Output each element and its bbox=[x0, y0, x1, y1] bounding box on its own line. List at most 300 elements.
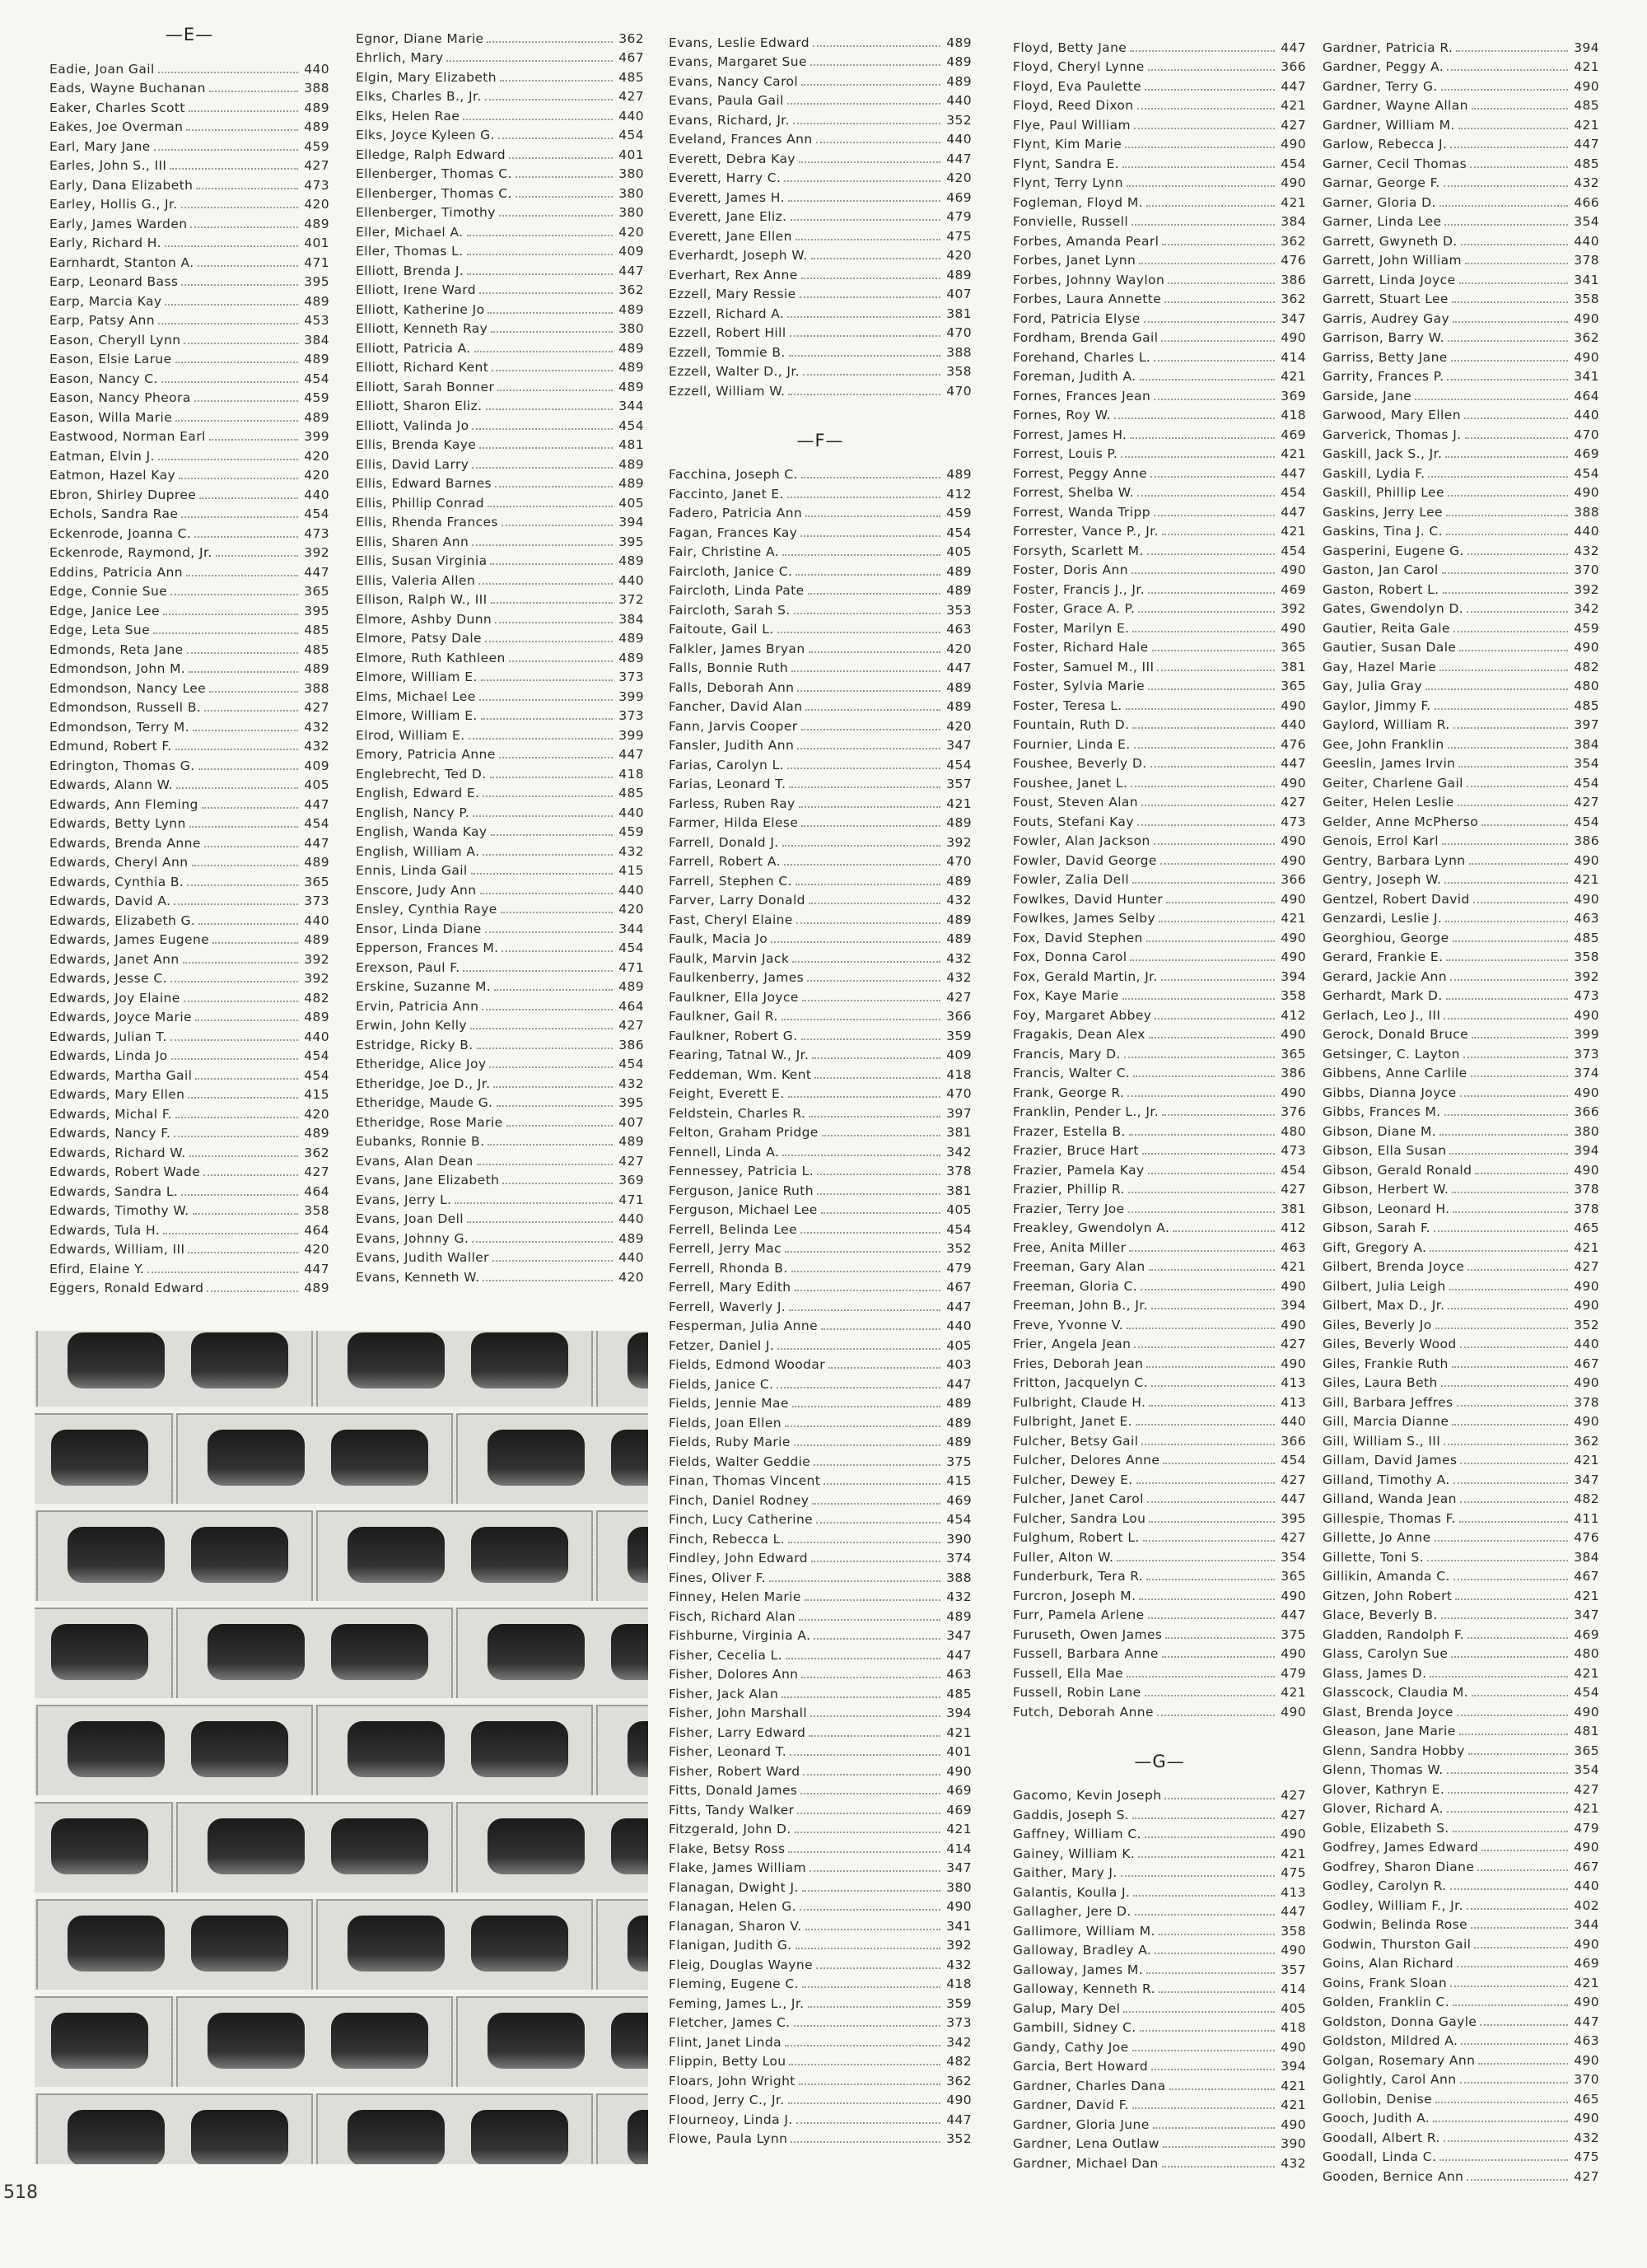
entry-name: Faircloth, Janice C. bbox=[669, 563, 793, 579]
index-entry bbox=[1013, 77, 1306, 96]
leader-dots bbox=[1124, 1057, 1275, 1058]
index-entry bbox=[49, 872, 329, 892]
index-entry bbox=[1323, 1103, 1599, 1122]
index-entry bbox=[1323, 1258, 1599, 1277]
entry-name: Gerard, Jackie Ann bbox=[1323, 968, 1447, 984]
index-entry bbox=[356, 455, 644, 474]
entry-name: Fordham, Brenda Gail bbox=[1013, 330, 1159, 346]
entry-name: Galloway, Kenneth R. bbox=[1013, 1981, 1155, 1997]
entry-name: Gentzel, Robert David bbox=[1323, 891, 1470, 907]
leader-dots bbox=[777, 632, 940, 633]
leader-dots bbox=[472, 544, 613, 546]
entry-page: 397 bbox=[1574, 717, 1599, 733]
leader-dots bbox=[1136, 1482, 1275, 1484]
entry-page: 347 bbox=[946, 738, 972, 754]
entry-name: Elmore, Ruth Kathleen bbox=[356, 650, 506, 665]
index-entry bbox=[1323, 1857, 1599, 1877]
leader-dots bbox=[782, 1155, 940, 1156]
entry-name: Fulcher, Delores Anne bbox=[1013, 1453, 1160, 1468]
index-entry bbox=[669, 814, 972, 833]
entry-name: Fair, Christine A. bbox=[669, 544, 780, 560]
leader-dots bbox=[478, 583, 613, 585]
index-entry bbox=[669, 465, 972, 485]
index-entry bbox=[1323, 193, 1599, 212]
entry-name: Gillette, Jo Anne bbox=[1323, 1530, 1431, 1546]
entry-page: 380 bbox=[946, 1879, 972, 1895]
entry-name: Forsyth, Scarlett M. bbox=[1013, 543, 1144, 558]
entry-name: Frazer, Estella B. bbox=[1013, 1123, 1126, 1139]
entry-page: 421 bbox=[1574, 1801, 1599, 1817]
entry-page: 440 bbox=[304, 487, 329, 502]
index-entry bbox=[356, 1074, 644, 1094]
entry-page: 490 bbox=[1574, 1704, 1599, 1720]
entry-name: Goldston, Mildred A. bbox=[1323, 2033, 1458, 2049]
leader-dots bbox=[1132, 631, 1275, 632]
entry-name: Gardner, Patricia R. bbox=[1323, 40, 1453, 55]
entry-name: Fields, Joan Ellen bbox=[669, 1415, 782, 1430]
index-entry bbox=[356, 880, 644, 900]
entry-page: 454 bbox=[946, 757, 972, 772]
entry-page: 378 bbox=[1574, 1182, 1599, 1197]
leader-dots bbox=[195, 1078, 298, 1080]
index-entry bbox=[1323, 231, 1599, 251]
entry-page: 447 bbox=[946, 1647, 972, 1663]
index-entry bbox=[49, 427, 329, 447]
entry-page: 485 bbox=[1574, 98, 1599, 114]
entry-name: Forrest, Louis P. bbox=[1013, 446, 1118, 462]
leader-dots bbox=[1165, 1637, 1275, 1639]
entry-name: Garrett, Gwyneth D. bbox=[1323, 233, 1458, 249]
entry-name: Gooden, Bernice Ann bbox=[1323, 2168, 1464, 2184]
index-entry bbox=[669, 1549, 972, 1569]
index-entry bbox=[1323, 1431, 1599, 1451]
entry-name: Ebron, Shirley Dupree bbox=[49, 487, 197, 502]
entry-name: Gardner, Wayne Allan bbox=[1323, 98, 1468, 114]
leader-dots bbox=[799, 806, 940, 808]
entry-name: Gentry, Barbara Lynn bbox=[1323, 852, 1466, 868]
index-entry bbox=[669, 1529, 972, 1549]
entry-page: 480 bbox=[1574, 1646, 1599, 1662]
leader-dots bbox=[1471, 1076, 1568, 1077]
block-hole bbox=[68, 1527, 165, 1583]
entry-name: Gibson, Herbert W. bbox=[1323, 1182, 1449, 1197]
leader-dots bbox=[1131, 572, 1275, 574]
entry-page: 485 bbox=[304, 623, 329, 638]
leader-dots bbox=[1137, 495, 1275, 497]
index-entry bbox=[356, 1171, 644, 1191]
entry-page: 341 bbox=[1574, 272, 1599, 287]
leader-dots bbox=[1447, 1772, 1568, 1774]
leader-dots bbox=[805, 709, 940, 711]
index-entry bbox=[1323, 1509, 1599, 1528]
entry-name: Edmondson, Russell B. bbox=[49, 700, 202, 716]
entry-page: 420 bbox=[946, 718, 972, 734]
leader-dots bbox=[1441, 1617, 1568, 1619]
entry-page: 489 bbox=[304, 932, 329, 948]
entry-name: Fuller, Alton W. bbox=[1013, 1549, 1114, 1565]
index-entry bbox=[1013, 2096, 1306, 2116]
entry-page: 362 bbox=[1574, 330, 1599, 346]
entry-name: Gillam, David James bbox=[1323, 1453, 1458, 1468]
leader-dots bbox=[1459, 1521, 1568, 1523]
entry-page: 463 bbox=[946, 1667, 972, 1682]
leader-dots bbox=[813, 45, 940, 47]
leader-dots bbox=[1444, 882, 1568, 884]
mortar-line bbox=[35, 2087, 648, 2093]
index-entry bbox=[669, 149, 972, 169]
leader-dots bbox=[807, 980, 940, 982]
entry-name: Ezzell, Tommie B. bbox=[669, 344, 786, 360]
entry-name: Fisher, Larry Edward bbox=[669, 1724, 806, 1740]
leader-dots bbox=[212, 942, 298, 944]
index-entry bbox=[669, 1800, 972, 1820]
leader-dots bbox=[802, 1986, 940, 1988]
index-entry bbox=[1013, 773, 1306, 793]
entry-name: Fields, Walter Geddie bbox=[669, 1454, 811, 1469]
leader-dots bbox=[176, 787, 298, 789]
index-entry bbox=[49, 833, 329, 853]
leader-dots bbox=[1166, 902, 1275, 903]
leader-dots bbox=[801, 477, 940, 478]
entry-name: English, Nancy P. bbox=[356, 805, 470, 820]
index-entry bbox=[49, 1047, 329, 1066]
entry-page: 447 bbox=[618, 747, 644, 763]
entry-page: 454 bbox=[618, 128, 644, 143]
entry-page: 375 bbox=[1281, 1626, 1306, 1642]
index-entry bbox=[669, 2052, 972, 2072]
entry-name: Faulk, Marvin Jack bbox=[669, 950, 790, 966]
entry-page: 489 bbox=[946, 1415, 972, 1430]
entry-page: 447 bbox=[304, 835, 329, 851]
block-hole bbox=[628, 1332, 648, 1388]
entry-name: Giles, Laura Beth bbox=[1323, 1375, 1438, 1391]
index-entry bbox=[1323, 1741, 1599, 1761]
index-entry bbox=[1013, 174, 1306, 194]
entry-name: Edwards, Linda Jo bbox=[49, 1048, 168, 1064]
entry-page: 454 bbox=[946, 525, 972, 540]
entry-name: Goldston, Donna Gayle bbox=[1323, 2014, 1477, 2029]
entry-page: 489 bbox=[946, 35, 972, 50]
index-entry bbox=[1323, 2089, 1599, 2109]
index-entry bbox=[1013, 193, 1306, 212]
index-entry bbox=[49, 853, 329, 873]
leader-dots bbox=[1128, 1192, 1275, 1193]
leader-dots bbox=[472, 467, 613, 469]
entry-name: Giles, Beverly Wood bbox=[1323, 1337, 1457, 1352]
index-entry bbox=[49, 931, 329, 950]
leader-dots bbox=[1129, 1134, 1275, 1136]
entry-name: Foster, Teresa L. bbox=[1013, 698, 1122, 713]
index-entry bbox=[1013, 2154, 1306, 2173]
entry-name: Eller, Michael A. bbox=[356, 224, 464, 240]
entry-page: 373 bbox=[618, 708, 644, 724]
leader-dots bbox=[1132, 1818, 1275, 1819]
block-hole bbox=[208, 1430, 305, 1486]
entry-name: Forehand, Charles L. bbox=[1013, 349, 1151, 365]
index-entry bbox=[669, 226, 972, 246]
leader-dots bbox=[174, 1136, 298, 1137]
leader-dots bbox=[791, 670, 940, 672]
entry-name: Echols, Sandra Rae bbox=[49, 506, 179, 522]
entry-page: 386 bbox=[1281, 272, 1306, 287]
leader-dots bbox=[1129, 1250, 1275, 1252]
entry-page: 489 bbox=[618, 979, 644, 995]
entry-page: 427 bbox=[1281, 1530, 1306, 1546]
entry-name: Evans, Leslie Edward bbox=[669, 35, 810, 50]
index-entry bbox=[356, 745, 644, 765]
entry-page: 359 bbox=[946, 1028, 972, 1043]
index-entry bbox=[1013, 1864, 1306, 1883]
entry-page: 490 bbox=[1574, 1007, 1599, 1023]
entry-name: Finan, Thomas Vincent bbox=[669, 1473, 821, 1489]
leader-dots bbox=[1444, 2140, 1568, 2142]
leader-dots bbox=[1146, 1972, 1275, 1974]
block-hole bbox=[348, 2110, 445, 2164]
leader-dots bbox=[1475, 1173, 1568, 1174]
leader-dots bbox=[808, 2006, 941, 2008]
leader-dots bbox=[1135, 1914, 1275, 1916]
entry-page: 463 bbox=[946, 622, 972, 637]
entry-name: Edmondson, Terry M. bbox=[49, 719, 189, 735]
leader-dots bbox=[1144, 321, 1275, 323]
leader-dots bbox=[788, 2102, 940, 2104]
entry-name: Edwards, Tula H. bbox=[49, 1222, 161, 1238]
leader-dots bbox=[795, 1832, 940, 1833]
index-entry bbox=[49, 814, 329, 834]
entry-page: 473 bbox=[1281, 814, 1306, 829]
entry-page: 421 bbox=[1281, 369, 1306, 385]
entry-page: 347 bbox=[1281, 310, 1306, 326]
entry-name: Glenn, Sandra Hobby bbox=[1323, 1743, 1465, 1758]
leader-dots bbox=[187, 884, 298, 886]
entry-page: 362 bbox=[946, 2073, 972, 2088]
entry-name: Ellis, Edward Barnes bbox=[356, 476, 492, 492]
entry-page: 421 bbox=[946, 1822, 972, 1837]
entry-name: Eason, Willa Marie bbox=[49, 409, 173, 425]
index-entry bbox=[356, 919, 644, 939]
entry-page: 459 bbox=[946, 506, 972, 521]
index-entry bbox=[1013, 464, 1306, 483]
index-entry bbox=[49, 698, 329, 718]
index-entry bbox=[356, 900, 644, 920]
leader-dots bbox=[153, 632, 298, 634]
entry-page: 420 bbox=[618, 1269, 644, 1285]
leader-dots bbox=[809, 651, 940, 653]
index-entry bbox=[356, 1094, 644, 1113]
entry-name: Foushee, Janet L. bbox=[1013, 775, 1128, 791]
entry-name: Edwards, Janet Ann bbox=[49, 951, 180, 967]
entry-name: Ellis, Sharen Ann bbox=[356, 534, 469, 549]
index-entry bbox=[1323, 1702, 1599, 1722]
entry-page: 394 bbox=[618, 515, 644, 530]
entry-page: 469 bbox=[1574, 446, 1599, 462]
entry-page: 440 bbox=[946, 93, 972, 109]
entry-name: Glass, James D. bbox=[1323, 1665, 1427, 1681]
entry-name: Gerard, Frankie E. bbox=[1323, 950, 1444, 965]
index-entry bbox=[669, 1626, 972, 1646]
index-entry bbox=[1323, 386, 1599, 406]
index-entry bbox=[49, 1085, 329, 1105]
entry-page: 464 bbox=[304, 1222, 329, 1238]
index-entry bbox=[669, 1220, 972, 1239]
entry-page: 467 bbox=[946, 1280, 972, 1295]
index-entry bbox=[356, 29, 644, 49]
leader-dots bbox=[1134, 128, 1275, 129]
entry-page: 489 bbox=[304, 100, 329, 115]
entry-page: 490 bbox=[1281, 620, 1306, 636]
leader-dots bbox=[801, 84, 940, 86]
entry-page: 489 bbox=[946, 267, 972, 282]
index-entry bbox=[1323, 1528, 1599, 1548]
index-entry bbox=[1323, 870, 1599, 890]
entry-page: 352 bbox=[946, 112, 972, 128]
index-entry bbox=[1013, 522, 1306, 542]
leader-dots bbox=[472, 428, 613, 430]
leader-dots bbox=[1146, 940, 1275, 942]
entry-name: Gainey, William K. bbox=[1013, 1846, 1136, 1861]
entry-page: 453 bbox=[304, 313, 329, 329]
leader-dots bbox=[784, 180, 940, 182]
leader-dots bbox=[1448, 1792, 1568, 1794]
leader-dots bbox=[821, 1328, 940, 1330]
index-entry bbox=[1323, 1780, 1599, 1799]
leader-dots bbox=[1148, 688, 1275, 690]
leader-dots bbox=[809, 1116, 940, 1118]
entry-page: 490 bbox=[1281, 930, 1306, 945]
entry-name: Foster, Samuel M., III bbox=[1013, 659, 1155, 674]
entry-name: Furr, Pamela Arlene bbox=[1013, 1608, 1145, 1623]
entry-page: 342 bbox=[946, 1144, 972, 1160]
entry-page: 482 bbox=[1574, 659, 1599, 674]
leader-dots bbox=[1448, 340, 1568, 342]
entry-page: 421 bbox=[1281, 2098, 1306, 2113]
leader-dots bbox=[1163, 1463, 1275, 1464]
entry-name: Flake, James William bbox=[669, 1860, 807, 1876]
leader-dots bbox=[1439, 1134, 1568, 1136]
entry-page: 386 bbox=[618, 1037, 644, 1052]
entry-page: 454 bbox=[1281, 485, 1306, 501]
entry-page: 394 bbox=[1281, 968, 1306, 984]
leader-dots bbox=[1140, 379, 1275, 380]
entry-name: Furuseth, Owen James bbox=[1013, 1626, 1163, 1642]
index-entry bbox=[669, 1356, 972, 1375]
leader-dots bbox=[803, 374, 940, 376]
entry-name: Geeslin, James Irvin bbox=[1323, 756, 1456, 772]
index-entry bbox=[1323, 1877, 1599, 1897]
entry-page: 447 bbox=[1281, 1608, 1306, 1623]
entry-name: Elgin, Mary Elizabeth bbox=[356, 69, 497, 85]
leader-dots bbox=[488, 506, 613, 507]
entry-name: Fetzer, Daniel J. bbox=[669, 1337, 775, 1353]
entry-page: 459 bbox=[1574, 620, 1599, 636]
leader-dots bbox=[1162, 1114, 1275, 1116]
leader-dots bbox=[1146, 205, 1275, 207]
entry-name: Goins, Alan Richard bbox=[1323, 1956, 1454, 1972]
index-entry bbox=[1013, 1335, 1306, 1355]
entry-page: 411 bbox=[1574, 1510, 1599, 1526]
entry-name: Farrell, Robert A. bbox=[669, 854, 781, 870]
index-entry bbox=[669, 1374, 972, 1394]
entry-page: 489 bbox=[618, 476, 644, 492]
entry-page: 421 bbox=[1574, 872, 1599, 888]
entry-page: 359 bbox=[946, 1995, 972, 2011]
entry-page: 432 bbox=[1574, 2130, 1599, 2145]
leader-dots bbox=[1137, 108, 1275, 110]
index-entry bbox=[669, 1123, 972, 1143]
index-entry bbox=[1013, 251, 1306, 271]
entry-name: Edwards, Alann W. bbox=[49, 777, 173, 793]
leader-dots bbox=[187, 652, 298, 654]
leader-dots bbox=[1137, 824, 1275, 826]
entry-name: Flanagan, Sharon V. bbox=[669, 1918, 802, 1934]
entry-name: Evans, Richard, Jr. bbox=[669, 112, 790, 128]
index-entry bbox=[49, 950, 329, 969]
entry-name: Forbes, Amanda Pearl bbox=[1013, 233, 1159, 249]
leader-dots bbox=[483, 854, 613, 856]
entry-name: Glass, Carolyn Sue bbox=[1323, 1646, 1449, 1662]
entry-page: 362 bbox=[618, 282, 644, 298]
leader-dots bbox=[1468, 1753, 1568, 1755]
leader-dots bbox=[1439, 670, 1568, 671]
entry-page: 489 bbox=[304, 119, 329, 135]
entry-page: 489 bbox=[304, 855, 329, 870]
index-entry bbox=[1323, 1799, 1599, 1819]
leader-dots bbox=[502, 950, 613, 952]
leader-dots bbox=[1453, 631, 1568, 632]
entry-name: Fussell, Ella Mae bbox=[1013, 1665, 1124, 1681]
entry-name: Godwin, Belinda Rose bbox=[1323, 1917, 1468, 1933]
index-entry bbox=[356, 320, 644, 339]
entry-name: Elliott, Patricia A. bbox=[356, 340, 471, 356]
index-entry bbox=[1013, 1683, 1306, 1703]
index-entry bbox=[1013, 1805, 1306, 1825]
entry-name: Eddins, Patricia Ann bbox=[49, 564, 183, 580]
entry-page: 420 bbox=[618, 224, 644, 240]
index-entry bbox=[1013, 696, 1306, 716]
leader-dots bbox=[789, 2064, 940, 2065]
entry-page: 490 bbox=[1574, 349, 1599, 365]
leader-dots bbox=[199, 497, 298, 499]
entry-page: 388 bbox=[946, 1570, 972, 1585]
leader-dots bbox=[1125, 147, 1275, 148]
entry-name: Edwards, Michal F. bbox=[49, 1106, 172, 1122]
leader-dots bbox=[1122, 166, 1275, 168]
entry-page: 344 bbox=[618, 399, 644, 414]
index-entry bbox=[1013, 832, 1306, 852]
leader-dots bbox=[1425, 688, 1568, 690]
entry-name: Evans, Judith Waller bbox=[356, 1250, 489, 1266]
leader-dots bbox=[198, 265, 298, 267]
entry-name: Evans, Alan Dean bbox=[356, 1153, 474, 1169]
entry-page: 362 bbox=[1574, 1433, 1599, 1449]
index-entry bbox=[1013, 1180, 1306, 1200]
entry-name: Eadie, Joan Gail bbox=[49, 61, 155, 77]
entry-page: 463 bbox=[1574, 911, 1599, 926]
entry-name: Foster, Sylvia Marie bbox=[1013, 679, 1145, 694]
index-entry bbox=[1323, 367, 1599, 387]
entry-name: Edwards, David A. bbox=[49, 894, 171, 909]
entry-name: Gay, Hazel Marie bbox=[1323, 659, 1437, 674]
entry-page: 475 bbox=[1281, 1865, 1306, 1881]
entry-name: Ellis, Brenda Kaye bbox=[356, 437, 477, 453]
entry-page: 447 bbox=[946, 1299, 972, 1314]
leader-dots bbox=[1444, 1018, 1568, 1020]
entry-page: 485 bbox=[1574, 698, 1599, 713]
entry-page: 420 bbox=[304, 1106, 329, 1122]
leader-dots bbox=[181, 1194, 298, 1196]
entry-page: 467 bbox=[1574, 1569, 1599, 1584]
index-entry bbox=[669, 1142, 972, 1162]
